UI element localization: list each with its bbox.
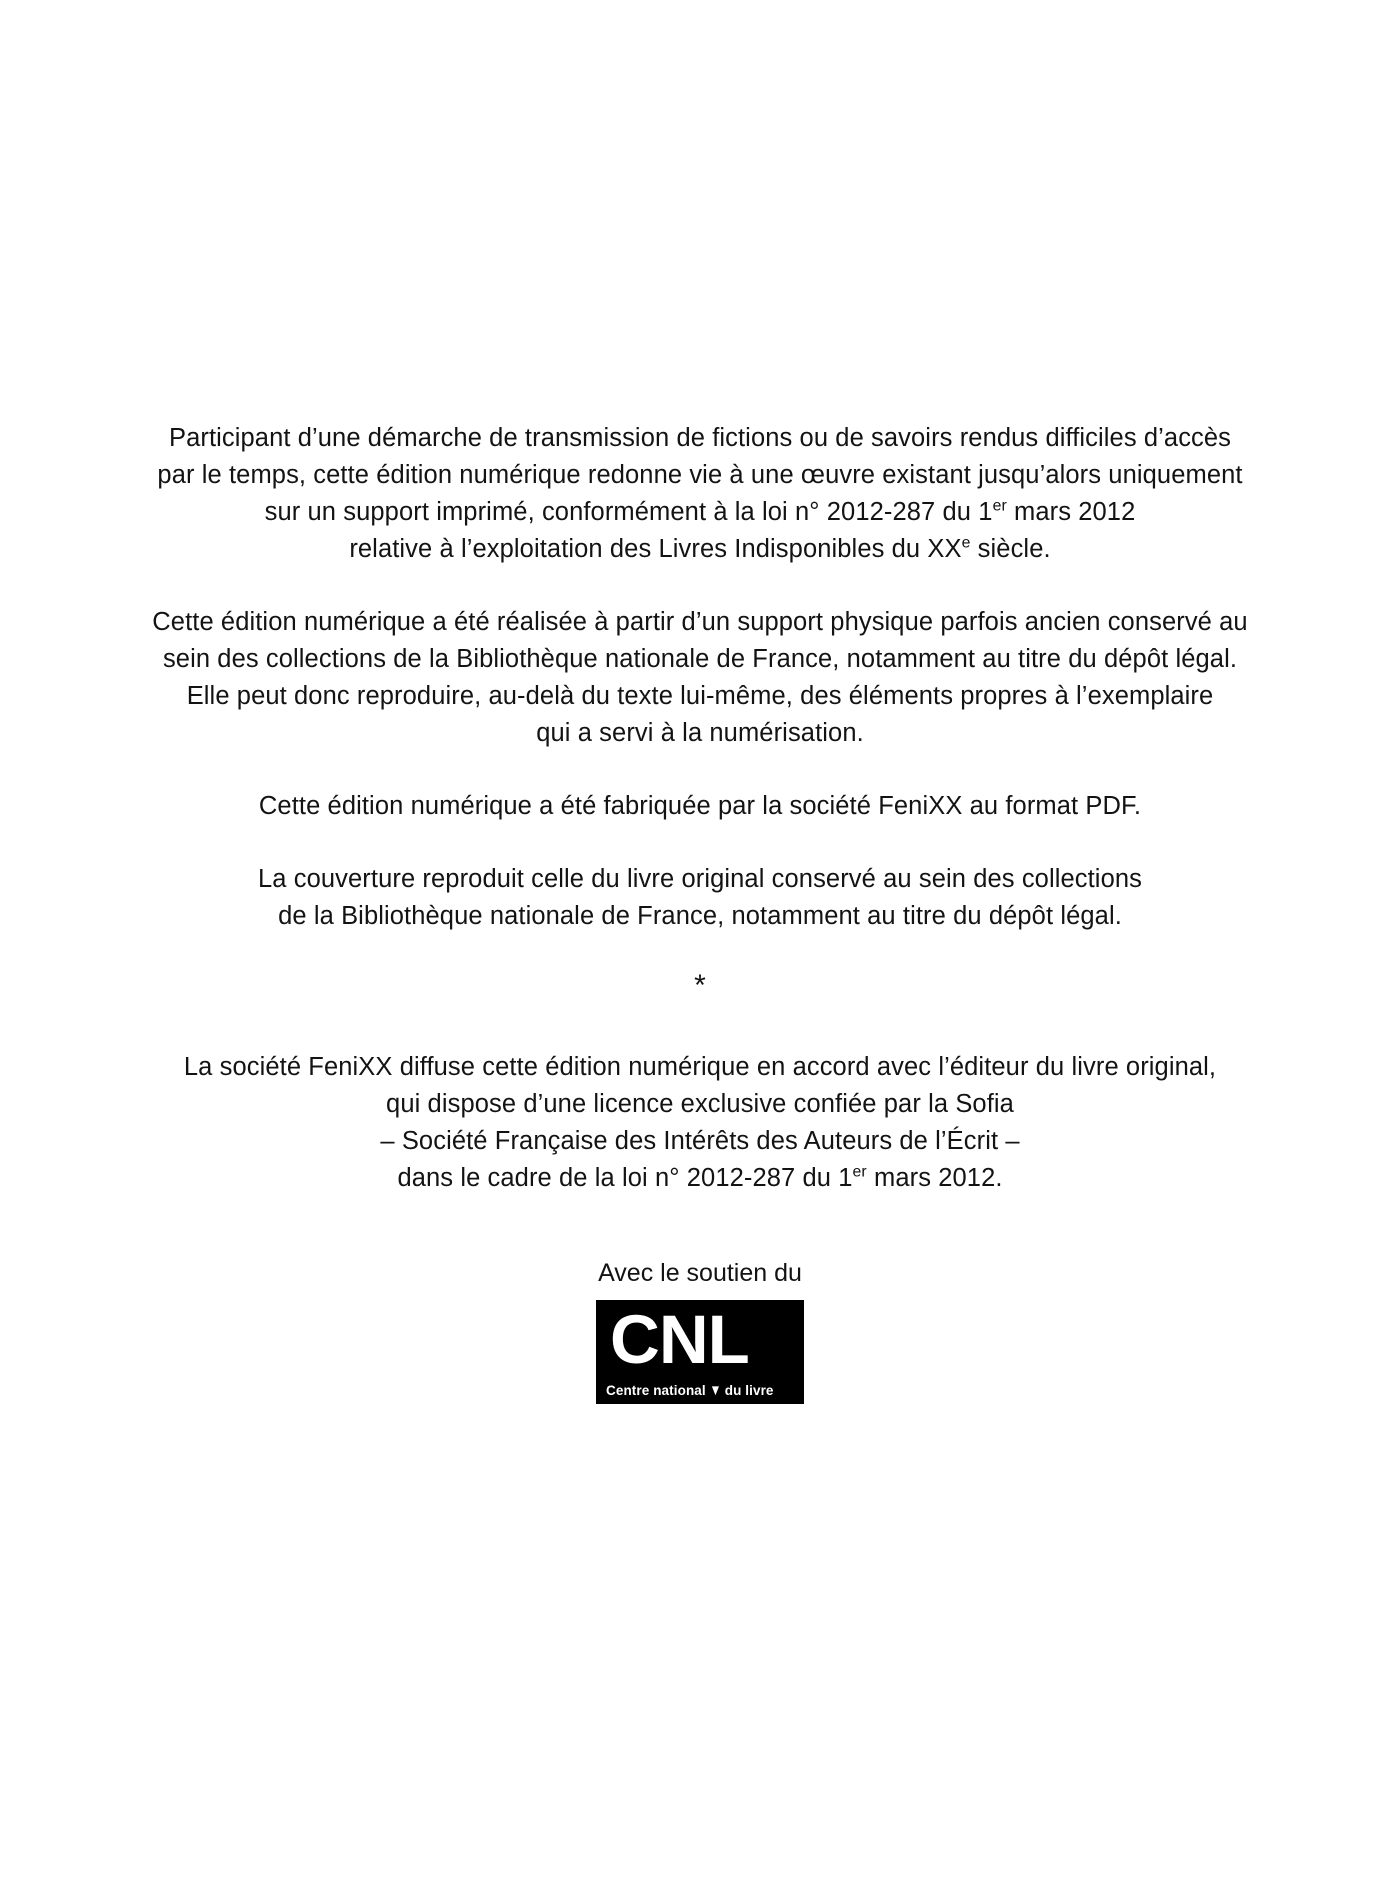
paragraph-line: Participant d’une démarche de transmission de fictions ou de savoirs rendus difficiles d’accès — [168, 424, 1232, 452]
paragraph-line: La société FeniXX diffuse cette édition numérique en accord avec l’éditeur du livre original, — [183, 1052, 1217, 1081]
paragraph-line: – Société Française des Intérêts des Auteurs de l’Écrit – — [380, 1126, 1020, 1155]
paragraph-line: Cette édition numérique a été fabriquée par la société FeniXX au format PDF. — [258, 791, 1142, 820]
paragraph-line: dans le cadre de la loi n° 2012-287 du 1er mars 2012. — [397, 1163, 1003, 1192]
paragraph-line: Cette édition numérique a été réalisée à partir d’un support physique parfois ancien conservé au — [152, 607, 1248, 636]
paragraph-line: sur un support imprimé, conformément à la loi n° 2012-287 du 1er mars 2012 — [264, 497, 1136, 526]
paragraph-line: qui dispose d’une licence exclusive confiée par la Sofia — [386, 1089, 1014, 1118]
cnl-logo-subtitle-right: du livre — [724, 1382, 774, 1398]
paragraph-line: La couverture reproduit celle du livre original conservé au sein des collections — [258, 864, 1142, 893]
cnl-logo-main-text: CNL — [610, 1300, 749, 1378]
paragraph-support-physique — [140, 604, 1260, 752]
paragraph-line: par le temps, cette édition numérique redonne vie à une œuvre existant jusqu’alors uniquement — [157, 460, 1243, 489]
cnl-logo-subtitle — [606, 1383, 774, 1399]
paragraph-line: Elle peut donc reproduire, au-delà du texte lui-même, des éléments propres à l’exemplaire — [186, 681, 1214, 710]
paragraph-line: relative à l’exploitation des Livres Indisponibles du XXe siècle. — [349, 534, 1051, 563]
paragraph-transmission — [140, 420, 1260, 568]
paragraph-couverture — [140, 861, 1260, 935]
cnl-logo-subtitle-left: Centre national — [606, 1382, 706, 1398]
support-section — [140, 1259, 1260, 1409]
paragraph-line: sein des collections de la Bibliothèque nationale de France, notamment au titre du dépôt légal. — [162, 644, 1238, 673]
paragraph-line: de la Bibliothèque nationale de France, notamment au titre du dépôt légal. — [278, 901, 1122, 930]
section-separator: * — [694, 968, 706, 1002]
support-label: Avec le soutien du — [598, 1258, 802, 1287]
paragraph-line: qui a servi à la numérisation. — [536, 718, 864, 747]
legal-notice-content — [140, 420, 1260, 1409]
cnl-logo — [596, 1300, 804, 1404]
paragraph-diffusion — [140, 1049, 1260, 1197]
paragraph-fabrication — [140, 788, 1260, 825]
cnl-logo-tick-icon: ▼ — [709, 1381, 722, 1399]
